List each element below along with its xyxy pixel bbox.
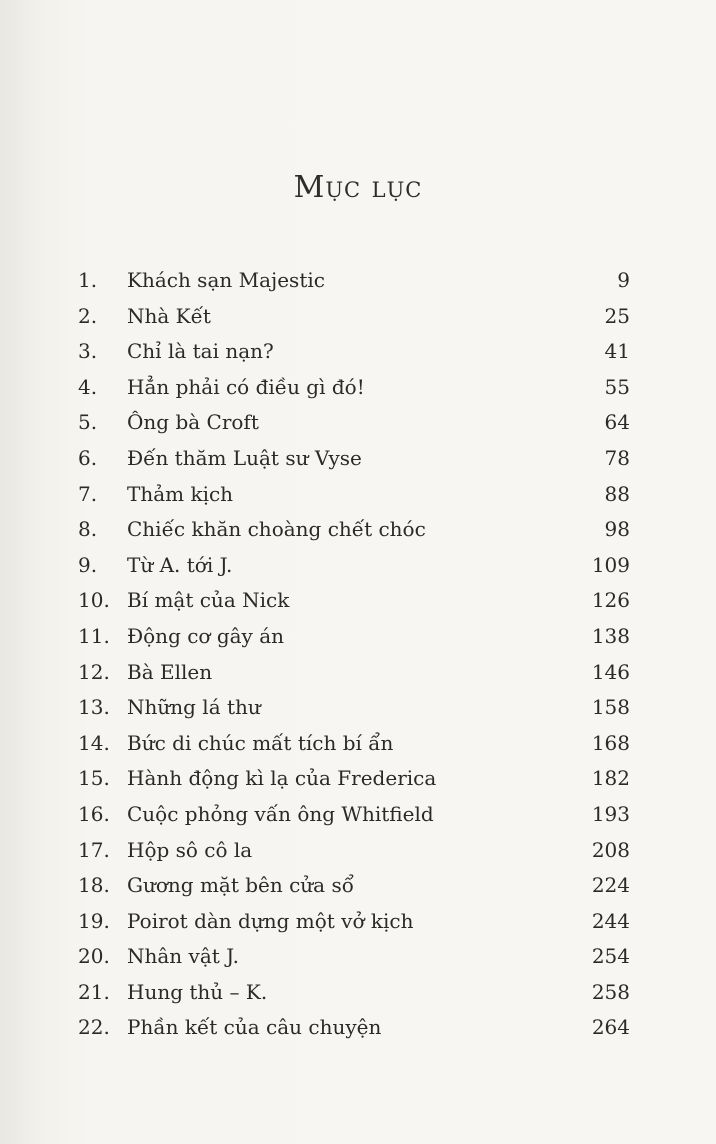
toc-entry <box>78 1010 634 1046</box>
toc-entry-title: Đến thăm Luật sư Vyse <box>127 445 362 470</box>
toc-entry-number: 2. <box>78 303 98 328</box>
toc-entry <box>78 726 634 762</box>
toc-entry <box>78 334 634 370</box>
toc-entry <box>78 512 634 548</box>
toc-entry <box>78 655 634 691</box>
toc-entry-page: 78 <box>604 445 630 470</box>
toc-entry-title: Gương mặt bên cửa sổ <box>127 873 354 898</box>
toc-entry-number: 10. <box>78 588 110 613</box>
toc-entry-page: 182 <box>591 766 630 791</box>
toc-entry <box>78 939 634 975</box>
toc-entry-number: 18. <box>78 873 110 898</box>
toc-entry-number: 15. <box>78 766 110 791</box>
toc-entry-page: 224 <box>591 873 630 898</box>
toc-entry-number: 1. <box>78 268 98 292</box>
toc-entry-number: 16. <box>78 801 110 826</box>
toc-entry-title: Chiếc khăn choàng chết chóc <box>127 517 426 542</box>
toc-entry-title: Bà Ellen <box>127 659 213 684</box>
toc-entry-title: Hung thủ – K. <box>127 979 268 1004</box>
toc-entry-number: 14. <box>78 730 110 755</box>
toc-entry-page: 88 <box>604 481 630 506</box>
toc-entry <box>78 975 634 1011</box>
table-of-contents <box>78 263 634 1046</box>
toc-entry-page: 168 <box>591 730 630 755</box>
toc-entry-number: 11. <box>78 623 110 648</box>
toc-entry-number: 22. <box>78 1015 110 1040</box>
toc-entry-page: 146 <box>591 659 630 684</box>
toc-entry-title: Từ A. tới J. <box>127 552 233 577</box>
toc-entry-number: 8. <box>78 517 98 542</box>
toc-entry-title: Poirot dàn dựng một vở kịch <box>127 908 414 933</box>
toc-entry-number: 19. <box>78 908 110 933</box>
toc-entry-page: 254 <box>591 944 630 969</box>
toc-entry-page: 138 <box>591 623 630 648</box>
toc-entry-title: Bí mật của Nick <box>127 588 290 613</box>
toc-entry-number: 6. <box>78 445 98 470</box>
toc-entry-page: 55 <box>604 374 630 399</box>
toc-entry-page: 264 <box>591 1015 630 1040</box>
toc-entry <box>78 797 634 833</box>
toc-entry-page: 193 <box>591 801 630 826</box>
toc-entry-number: 17. <box>78 837 110 862</box>
toc-entry-page: 41 <box>604 339 630 364</box>
toc-entry-number: 20. <box>78 944 110 969</box>
toc-entry-number: 21. <box>78 979 110 1004</box>
toc-entry <box>78 868 634 904</box>
toc-entry-number: 7. <box>78 481 98 506</box>
toc-entry <box>78 370 634 406</box>
toc-entry-number: 5. <box>78 410 98 435</box>
toc-entry-number: 4. <box>78 374 98 399</box>
toc-entry <box>78 904 634 940</box>
toc-entry <box>78 548 634 584</box>
toc-entry <box>78 690 634 726</box>
toc-entry <box>78 833 634 869</box>
toc-entry-page: 126 <box>591 588 630 613</box>
toc-entry <box>78 405 634 441</box>
toc-entry <box>78 583 634 619</box>
toc-entry-page: 158 <box>591 695 630 720</box>
toc-entry-page: 9 <box>617 268 630 292</box>
toc-entry-number: 3. <box>78 339 98 364</box>
toc-entry-title: Ông bà Croft <box>127 410 259 435</box>
toc-entry-title: Hộp sô cô la <box>127 837 253 862</box>
toc-entry-title: Cuộc phỏng vấn ông Whitfield <box>127 801 434 826</box>
toc-entry <box>78 441 634 477</box>
toc-entry-number: 13. <box>78 695 110 720</box>
toc-entry-title: Những lá thư <box>127 695 261 720</box>
toc-entry-title: Phần kết của câu chuyện <box>127 1015 382 1040</box>
page-title: Mục lục <box>293 170 423 205</box>
toc-entry <box>78 263 634 299</box>
toc-entry-page: 25 <box>604 303 630 328</box>
toc-entry-title: Thảm kịch <box>127 481 234 506</box>
toc-entry-page: 64 <box>604 410 630 435</box>
toc-entry-title: Hẳn phải có điều gì đó! <box>127 374 365 399</box>
toc-entry-page: 109 <box>591 552 630 577</box>
toc-entry <box>78 477 634 513</box>
toc-entry <box>78 299 634 335</box>
toc-entry-page: 208 <box>591 837 630 862</box>
toc-entry-page: 244 <box>591 908 630 933</box>
toc-entry <box>78 761 634 797</box>
toc-entry-number: 9. <box>78 552 98 577</box>
toc-entry-title: Động cơ gây án <box>127 623 285 648</box>
toc-entry-title: Nhân vật J. <box>127 944 239 969</box>
toc-entry-page: 258 <box>591 979 630 1004</box>
toc-entry-title: Hành động kì lạ của Frederica <box>127 766 437 791</box>
toc-entry <box>78 619 634 655</box>
toc-entry-title: Bức di chúc mất tích bí ẩn <box>127 730 394 755</box>
toc-entry-number: 12. <box>78 659 110 684</box>
toc-entry-title: Chỉ là tai nạn? <box>127 339 274 364</box>
toc-entry-title: Nhà Kết <box>127 303 211 328</box>
toc-entry-page: 98 <box>604 517 630 542</box>
toc-entry-title: Khách sạn Majestic <box>127 268 325 292</box>
